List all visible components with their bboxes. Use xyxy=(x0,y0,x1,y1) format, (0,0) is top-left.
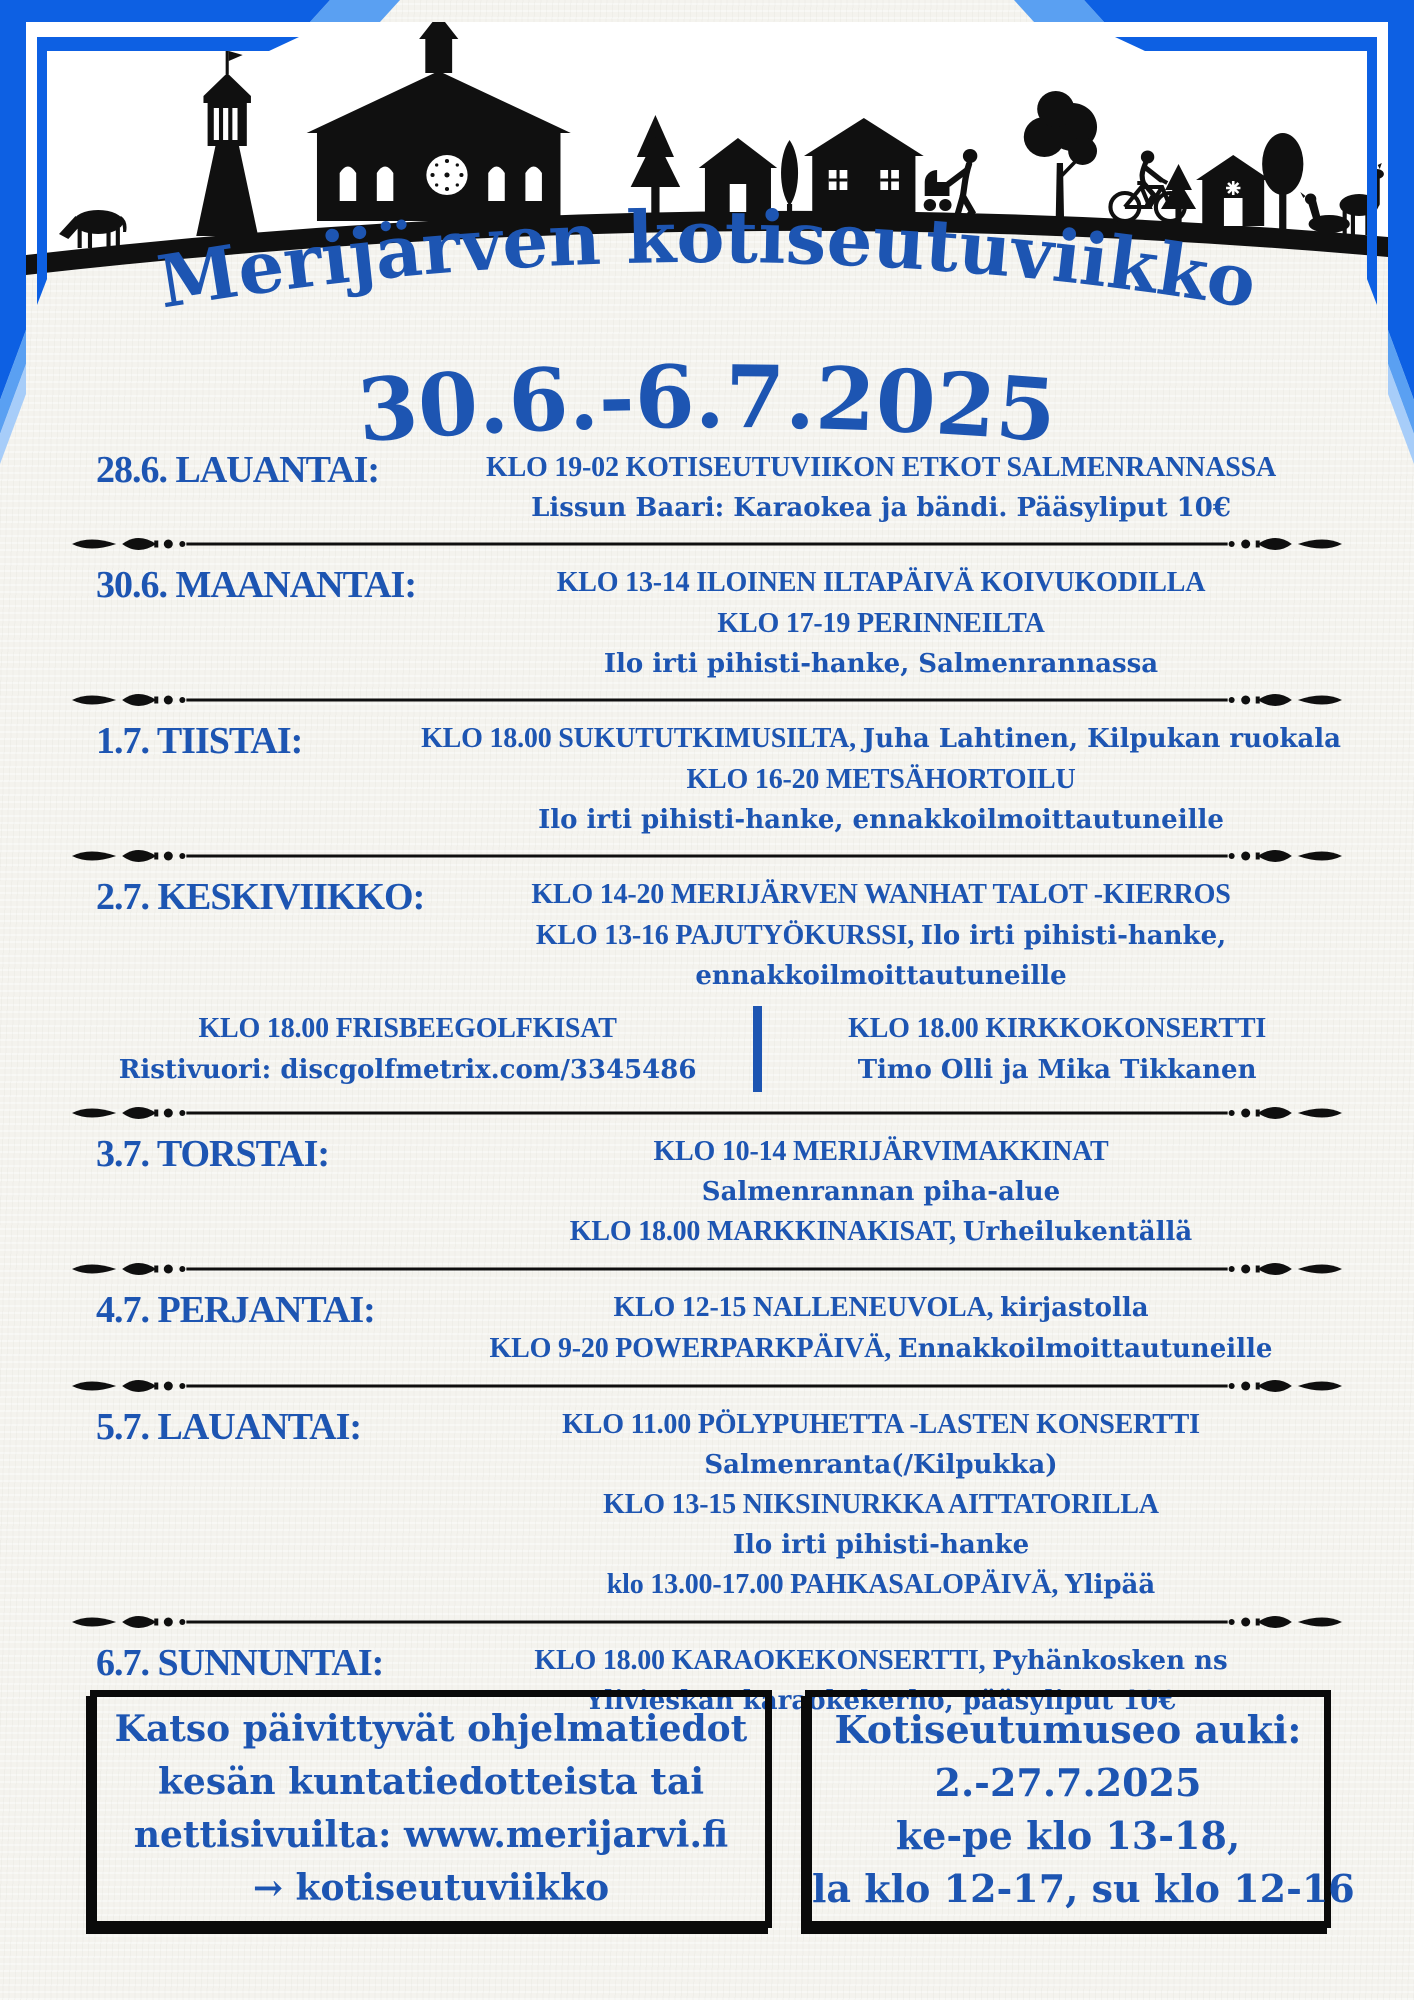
event-text: KLO 18.00 MARKKINAKISAT, xyxy=(569,1216,963,1247)
vertical-divider xyxy=(753,1006,762,1092)
split-left-column xyxy=(70,1013,745,1085)
event-text: KLO 13-16 PAJUTYÖKURSSI, xyxy=(535,920,921,951)
day-rows xyxy=(418,1136,1344,1248)
day-section xyxy=(70,876,1344,1092)
event-line xyxy=(418,1450,1344,1480)
day-rows xyxy=(418,723,1344,835)
event-text: Timo Olli ja Mika Tikkanen xyxy=(857,1055,1257,1085)
day-rows xyxy=(418,1409,1344,1601)
event-line xyxy=(418,649,1344,679)
event-text: Ilo irti pihisti-hanke, Salmenrannassa xyxy=(603,649,1159,679)
event-line xyxy=(418,805,1344,835)
event-line xyxy=(418,723,1344,755)
website-text: nettisivuilta: www.merijarvi.fi xyxy=(133,1814,729,1856)
corner-bracket-top-left-horizontal xyxy=(37,37,299,51)
corner-bracket-top-right-horizontal xyxy=(1115,37,1377,51)
ornamental-divider xyxy=(70,1375,1344,1397)
title-line2: 30.6.-6.7.2025 xyxy=(354,346,1060,463)
ornamental-divider xyxy=(70,689,1344,711)
schedule xyxy=(70,449,1344,1718)
event-text: Pyhänkosken ns xyxy=(992,1646,1228,1676)
event-text: Ilo irti pihisti-hanke, ennakkoilmoittautuneille xyxy=(538,805,1224,835)
day-header: 1.7. TIISTAI: xyxy=(96,720,303,762)
event-text: Ristivuori: discgolfmetrix.com/3345486 xyxy=(118,1055,697,1085)
museum-hours-box xyxy=(805,1690,1355,1928)
event-text: Salmenranta(/Kilpukka) xyxy=(704,1450,1058,1480)
event-text: KLO 18.00 FRISBEEGOLFKISAT xyxy=(198,1013,617,1044)
day-section xyxy=(70,720,1344,835)
museum-line: la klo 12-17, su klo 12-16 xyxy=(812,1866,1355,1911)
event-line xyxy=(418,920,1344,952)
poster-title xyxy=(0,180,1414,360)
event-line xyxy=(418,764,1344,796)
day-header: 5.7. LAUANTAI: xyxy=(96,1406,362,1448)
event-line xyxy=(418,879,1344,911)
event-text: Ennakkoilmoittautuneille xyxy=(897,1334,1273,1364)
day-header: 3.7. TORSTAI: xyxy=(96,1133,330,1175)
ornamental-divider xyxy=(70,1102,1344,1124)
day-section xyxy=(70,1133,1344,1248)
event-line xyxy=(770,1055,1344,1085)
program-info-box xyxy=(90,1690,772,1928)
event-text: KLO 13-14 ILOINEN ILTAPÄIVÄ KOIVUKODILLA xyxy=(556,567,1206,598)
day-section xyxy=(70,1406,1344,1601)
split-right-column xyxy=(770,1013,1344,1085)
ornamental-divider xyxy=(70,845,1344,867)
event-line xyxy=(418,1333,1344,1365)
event-text: Ilo irti pihisti-hanke xyxy=(732,1530,1030,1560)
poster-date xyxy=(0,338,1414,463)
event-text: KLO 11.00 PÖLYPUHETTA -LASTEN KONSERTTI xyxy=(562,1409,1200,1440)
event-text: Salmenrannan piha-alue xyxy=(701,1177,1061,1207)
info-line: → kotiseutuviikko xyxy=(252,1867,610,1909)
day-header: 2.7. KESKIVIIKKO: xyxy=(96,876,425,918)
event-line xyxy=(418,493,1344,523)
svg-text:30.6.-6.7.2025 xyxy=(354,347,1059,462)
svg-text:Merijärven kotiseutuviikko xyxy=(152,194,1262,325)
museum-line: 2.-27.7.2025 xyxy=(934,1760,1202,1805)
day-rows xyxy=(418,567,1344,679)
event-line xyxy=(418,608,1344,640)
day-header: 6.7. SUNNUNTAI: xyxy=(96,1642,384,1684)
event-text: KLO 16-20 METSÄHORTOILU xyxy=(686,764,1076,795)
day-header: 4.7. PERJANTAI: xyxy=(96,1289,375,1331)
museum-line: Kotiseutumuseo auki: xyxy=(834,1707,1302,1752)
event-line xyxy=(418,1216,1344,1248)
day-section xyxy=(70,564,1344,679)
event-line xyxy=(70,1013,745,1045)
event-line xyxy=(418,1530,1344,1560)
info-line: kesän kuntatiedotteista tai xyxy=(157,1761,704,1803)
event-line xyxy=(418,1569,1344,1601)
ornamental-divider xyxy=(70,1258,1344,1280)
day-header: 28.6. LAUANTAI: xyxy=(96,449,380,491)
event-line xyxy=(770,1013,1344,1045)
event-text: KLO 14-20 MERIJÄRVEN WANHAT TALOT -KIERROS xyxy=(531,879,1231,910)
event-line xyxy=(418,1177,1344,1207)
event-text: Ilo irti pihisti-hanke, xyxy=(920,921,1227,951)
event-text: Urheilukentällä xyxy=(962,1217,1193,1247)
two-column-row xyxy=(70,1006,1344,1092)
event-line xyxy=(418,1136,1344,1168)
event-line xyxy=(418,1645,1344,1677)
info-line: Katso päivittyvät ohjelmatiedot xyxy=(114,1708,748,1750)
day-section xyxy=(70,1289,1344,1365)
event-text: ennakkoilmoittautuneille xyxy=(695,961,1067,991)
event-text: KLO 9-20 POWERPARKPÄIVÄ, xyxy=(489,1333,898,1364)
corner-bracket-top-left-vertical xyxy=(37,37,47,305)
corner-bracket-top-right-vertical xyxy=(1367,37,1377,305)
day-rows xyxy=(418,1292,1344,1365)
title-line1: Merijärven kotiseutuviikko xyxy=(152,193,1263,325)
event-line xyxy=(418,1409,1344,1441)
ornamental-divider xyxy=(70,1611,1344,1633)
event-text: Juha Lahtinen, Kilpukan ruokala xyxy=(862,724,1341,754)
event-line xyxy=(70,1055,745,1085)
event-text: KLO 18.00 SUKUTUTKIMUSILTA, xyxy=(421,723,863,754)
day-header: 30.6. MAANANTAI: xyxy=(96,564,416,606)
event-text: KLO 12-15 NALLENEUVOLA, xyxy=(613,1292,1001,1323)
event-text: KLO 19-02 KOTISEUTUVIIKON ETKOT SALMENRANNASSA xyxy=(486,452,1276,483)
event-text: Lissun Baari: Karaokea ja bändi. Pääsyliput 10€ xyxy=(531,493,1231,523)
event-text: KLO 18.00 KARAOKEKONSERTTI, xyxy=(534,1645,993,1676)
museum-line: ke-pe klo 13-18, xyxy=(895,1813,1241,1858)
event-text: KLO 10-14 MERIJÄRVIMAKKINAT xyxy=(653,1136,1109,1167)
event-text: KLO 13-15 NIKSINURKKA AITTATORILLA xyxy=(603,1489,1159,1520)
event-line xyxy=(418,1292,1344,1324)
event-text: kirjastolla xyxy=(1000,1293,1149,1323)
event-line xyxy=(418,1489,1344,1521)
ornamental-divider xyxy=(70,533,1344,555)
event-line xyxy=(418,961,1344,991)
event-text: KLO 17-19 PERINNEILTA xyxy=(717,608,1045,639)
event-text: Ylivieskan karaokekerho, pääsyliput 10€ xyxy=(585,1686,1177,1716)
event-text: Ylipää xyxy=(1065,1570,1156,1600)
event-line xyxy=(418,567,1344,599)
event-text: KLO 18.00 KIRKKOKONSERTTI xyxy=(848,1013,1267,1044)
event-text: klo 13.00-17.00 PAHKASALOPÄIVÄ, xyxy=(606,1569,1066,1600)
